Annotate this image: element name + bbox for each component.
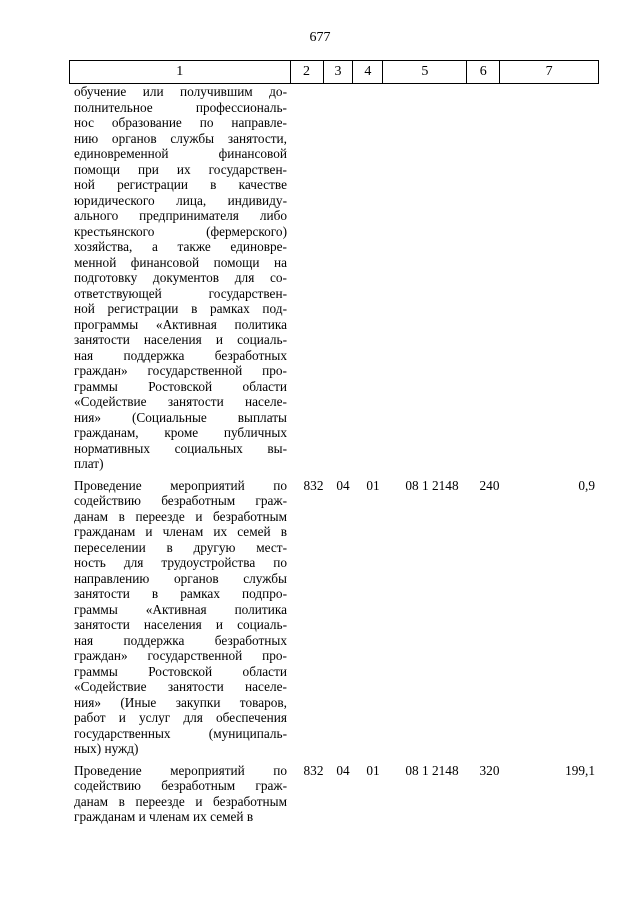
header-col-2: 2 [291,61,324,83]
description-line: Проведение мероприятий по [74,762,287,778]
header-col-3: 3 [324,61,354,83]
table-body [69,84,599,825]
description-line: нормативных социальных вы- [74,440,287,456]
description-line: ния» (Иные закупки товаров, [74,694,287,710]
description-line: нию органов службы занятости, [74,130,287,146]
section-code: 04 [336,762,350,778]
description-line: граждан» государственной про- [74,648,287,663]
description-line: содействию безработным граж- [74,778,287,793]
budget-table [69,60,599,825]
target-article-code: 08 1 2148 [405,762,459,778]
expense-type-code: 320 [479,762,500,778]
description-line: содействию безработным граж- [74,493,287,508]
row-description [69,478,287,757]
description-line: ность для трудоустройства по [74,555,287,570]
description-line: государственных (муниципаль- [74,725,287,741]
description-line: обучение или получившим до- [74,84,287,99]
description-line: ная поддержка безработных [74,347,287,363]
description-line: граммы «Активная политика [74,601,287,617]
description-line: гражданам, кроме публичных [74,425,287,440]
description-line: ная поддержка безработных [74,632,287,648]
description-line: плат) [74,456,104,471]
description-line: граммы Ростовской области [74,663,287,679]
description-line: подготовку документов для со- [74,270,287,285]
description-line: «Содействие занятости населе- [74,679,287,694]
description-line: ответствующей государствен- [74,285,287,301]
description-line: менной финансовой помощи на [74,254,287,270]
table-row [69,763,599,825]
description-line: гражданам и членам их семей в [74,809,254,824]
table-row [69,478,599,757]
description-line: программы «Активная политика [74,316,287,332]
amount: 0,9 [578,477,595,493]
description-line: нос образование по направле- [74,115,287,130]
description-line: данам в переезде и безработным [74,793,287,809]
description-line: юридического лица, индивиду- [74,192,287,208]
description-line: помощи при их государствен- [74,161,287,177]
subsection-code: 01 [366,762,380,778]
target-article-code: 08 1 2148 [405,477,459,493]
description-line: единовременной финансовой [74,146,287,161]
page-number: 677 [309,30,331,45]
expense-type-code: 240 [479,477,500,493]
header-col-7: 7 [500,61,599,83]
subsection-code: 01 [366,477,380,493]
description-line: гражданам и членам их семей в [74,524,287,539]
description-line: хозяйства, а также единовре- [74,239,287,254]
description-line: занятости в рамках подпро- [74,586,287,601]
description-line: крестьянского (фермерского) [74,223,287,239]
description-line: «Содействие занятости населе- [74,394,287,409]
description-line: ной регистрации в качестве [74,177,287,192]
description-line: данам в переезде и безработным [74,508,287,524]
header-col-1: 1 [70,61,291,83]
description-line: граммы Ростовской области [74,378,287,394]
description-line: ального предпринимателя либо [74,208,287,223]
header-col-5: 5 [383,61,467,83]
description-line: работ и услуг для обеспечения [74,710,287,725]
header-col-6: 6 [467,61,500,83]
admin-code: 832 [303,762,324,778]
description-line: граждан» государственной про- [74,363,287,378]
table-row [69,84,599,472]
amount: 199,1 [565,762,595,778]
section-code: 04 [336,477,350,493]
description-line: ния» (Социальные выплаты [74,409,287,425]
admin-code: 832 [303,477,324,493]
description-line: переселении в другую мест- [74,539,287,555]
row-description [69,763,287,825]
row-description [69,84,287,472]
description-line: направлению органов службы [74,570,287,586]
description-line: ных) нужд) [74,741,139,756]
description-line: Проведение мероприятий по [74,477,287,493]
description-line: занятости населения и социаль- [74,617,287,632]
description-line: ной регистрации в рамках под- [74,301,287,316]
header-col-4: 4 [353,61,383,83]
description-line: полнительное профессиональ- [74,99,287,115]
description-line: занятости населения и социаль- [74,332,287,347]
table-header-row [69,60,599,84]
